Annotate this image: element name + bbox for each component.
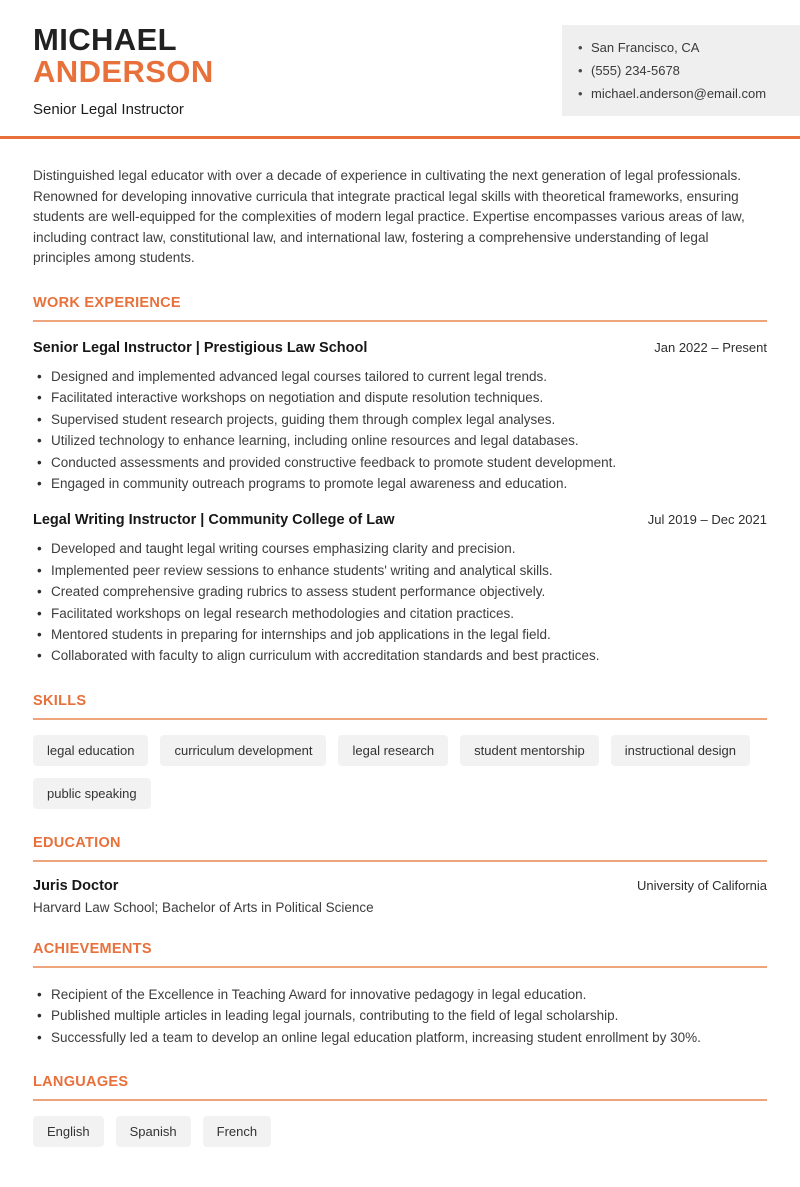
- job-header: [33, 340, 767, 356]
- job-entry: [33, 340, 767, 494]
- contact-card: [562, 25, 800, 116]
- work-experience-heading: WORK EXPERIENCE: [33, 295, 767, 322]
- achievement-bullet: • Successfully led a team to develop an online legal education platform, increasing student enrollment by 30%.: [33, 1027, 767, 1048]
- contact-item: • San Francisco, CA: [578, 36, 784, 59]
- job-entry: [33, 512, 767, 666]
- job-bullet: • Conducted assessments and provided constructive feedback to promote student development.: [33, 452, 767, 473]
- section-achievements: [33, 941, 767, 1048]
- job-bullet: • Engaged in community outreach programs to promote legal awareness and education.: [33, 473, 767, 494]
- job-bullet: • Developed and taught legal writing courses emphasizing clarity and precision.: [33, 538, 767, 559]
- job-bullet: • Facilitated interactive workshops on negotiation and dispute resolution techniques.: [33, 387, 767, 408]
- job-bullet: • Facilitated workshops on legal research methodologies and citation practices.: [33, 603, 767, 624]
- job-bullet: • Collaborated with faculty to align curriculum with accreditation standards and best practices.: [33, 645, 767, 666]
- skill-pill: public speaking: [33, 778, 151, 809]
- education-entry-header: [33, 878, 767, 894]
- job-dates: Jul 2019 – Dec 2021: [647, 512, 767, 528]
- section-work-experience: [33, 295, 767, 667]
- skills-heading: SKILLS: [33, 693, 767, 720]
- skill-pill: instructional design: [611, 735, 750, 766]
- contact-list: [578, 36, 784, 105]
- job-bullet: • Implemented peer review sessions to enhance students' writing and analytical skills.: [33, 560, 767, 581]
- job-bullet: • Supervised student research projects, guiding them through complex legal analyses.: [33, 409, 767, 430]
- job-bullet-list: [33, 366, 767, 494]
- education-details: Harvard Law School; Bachelor of Arts in Political Science: [33, 899, 374, 915]
- section-skills: [33, 693, 767, 809]
- skill-pill: student mentorship: [460, 735, 599, 766]
- achievement-bullet: • Published multiple articles in leading legal journals, contributing to the field of legal scholarship.: [33, 1005, 767, 1026]
- contact-item: • michael.anderson@email.com: [578, 82, 784, 105]
- contact-item: • (555) 234-5678: [578, 59, 784, 82]
- section-languages: [33, 1074, 767, 1147]
- job-bullet: • Designed and implemented advanced legal courses tailored to current legal trends.: [33, 366, 767, 387]
- language-pill: English: [33, 1116, 104, 1147]
- job-header: [33, 512, 767, 528]
- skill-pill: curriculum development: [160, 735, 326, 766]
- job-bullet: • Utilized technology to enhance learning, including online resources and legal databases.: [33, 430, 767, 451]
- skills-pill-list: [33, 735, 767, 809]
- achievements-bullet-list: [33, 984, 767, 1048]
- job-bullet: • Mentored students in preparing for internships and job applications in the legal field.: [33, 624, 767, 645]
- job-bullet-list: [33, 538, 767, 666]
- skill-pill: legal research: [338, 735, 448, 766]
- education-degree: Juris Doctor: [33, 877, 119, 894]
- achievement-bullet: • Recipient of the Excellence in Teaching Award for innovative pedagogy in legal education.: [33, 984, 767, 1005]
- first-name: MICHAEL: [33, 22, 178, 57]
- resume-body: [0, 166, 800, 1187]
- job-title: Legal Writing Instructor | Community College of Law: [33, 512, 395, 529]
- language-pill: French: [203, 1116, 271, 1147]
- achievements-heading: ACHIEVEMENTS: [33, 941, 767, 968]
- job-title: Senior Legal Instructor | Prestigious Law School: [33, 339, 368, 356]
- summary-paragraph: Distinguished legal educator with over a decade of experience in cultivating the next generation of legal professionals. Renowned for developing innovative curricula that integrate practical legal skills with theoretical frameworks, ensuring students are well-equipped for the complexities of modern legal practice. Expertise encompasses various areas of law, including contract law, constitutional law, and international law, fostering a comprehensive understanding of legal principles among students.: [33, 168, 745, 266]
- header-divider: [0, 136, 800, 139]
- resume-header: [0, 0, 800, 118]
- language-pill: Spanish: [116, 1116, 191, 1147]
- languages-pill-list: [33, 1116, 767, 1147]
- languages-heading: LANGUAGES: [33, 1074, 767, 1101]
- last-name: ANDERSON: [33, 54, 214, 89]
- section-education: [33, 835, 767, 915]
- job-bullet: • Created comprehensive grading rubrics to assess student performance objectively.: [33, 581, 767, 602]
- education-heading: EDUCATION: [33, 835, 767, 862]
- job-dates: Jan 2022 – Present: [654, 339, 767, 355]
- skill-pill: legal education: [33, 735, 148, 766]
- header-job-title: Senior Legal Instructor: [33, 101, 184, 118]
- education-institution: University of California: [636, 877, 767, 893]
